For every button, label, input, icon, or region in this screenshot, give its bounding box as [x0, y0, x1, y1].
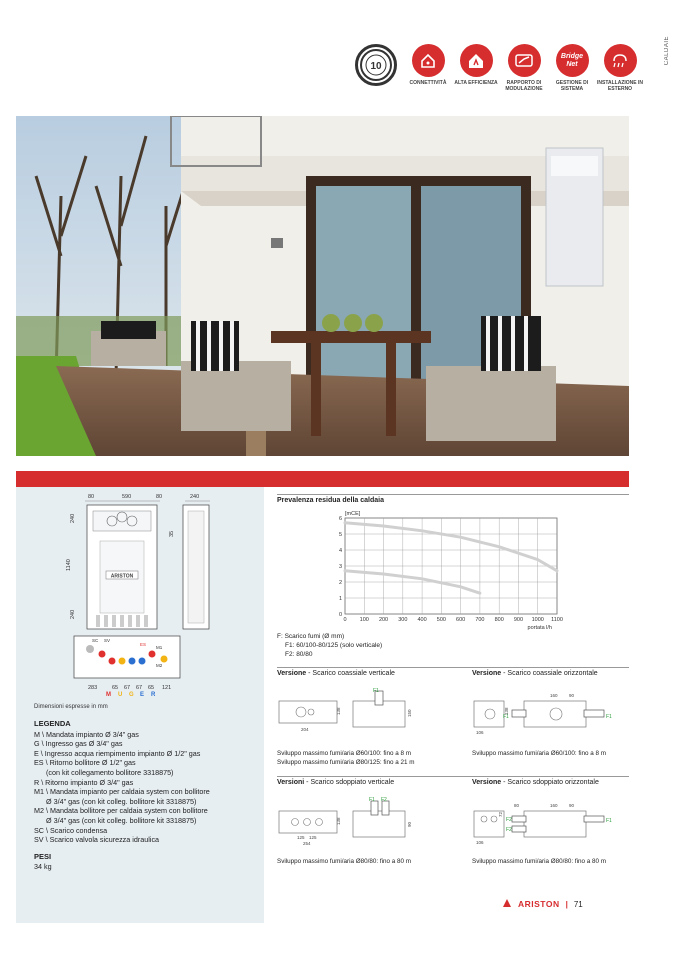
y-tick-label: 2 — [338, 580, 342, 586]
version1-dim: 138 — [336, 707, 341, 715]
dim-bottom-5: 121 — [162, 685, 172, 691]
dimensions-note: Dimensioni espresse in mm — [34, 704, 108, 710]
dim-top-left: 80 — [88, 494, 95, 500]
conn-m1-label: M1 — [156, 645, 163, 650]
ariston-logo-icon — [502, 898, 512, 910]
conn-r-label: R — [151, 692, 156, 696]
y-tick-label: 1 — [338, 596, 342, 602]
footer-separator: | — [565, 899, 568, 909]
legend-item: E \ Ingresso acqua riempimento impianto Ø 1/2" gas — [34, 748, 201, 758]
feature-gestione-sistema — [549, 44, 595, 92]
weights — [34, 852, 52, 871]
chart-title: Prevalenza residua della caldaia — [277, 497, 385, 504]
version4-dim: 80 — [514, 803, 520, 808]
flue-label: F1 — [606, 818, 612, 824]
dim-bottom-4: 65 — [148, 685, 155, 691]
legend-item: Ø 3/4" gas (con kit colleg. bollitore kit 3318875) — [46, 815, 197, 825]
legend-item: M2 \ Mandata bollitore per caldaia system con bollitore — [34, 806, 208, 816]
x-axis-label: portata l/h — [527, 625, 552, 631]
version-title-3: Versioni - Scarico sdoppiato verticale — [277, 779, 395, 786]
x-tick-label: 500 — [436, 617, 446, 623]
y-tick-label: 0 — [338, 612, 342, 618]
version-note-4 — [472, 857, 606, 866]
feature-label: INSTALLAZIONE IN ESTERNO — [597, 80, 644, 92]
y-tick-label: 6 — [338, 516, 342, 522]
flue-label: F2 — [506, 817, 512, 823]
dim-bottom-1: 65 — [112, 685, 119, 691]
feature-connettivita — [405, 44, 451, 92]
dim-bottom-2: 67 — [124, 685, 131, 691]
flue-label: F2 — [506, 827, 512, 833]
boiler-brand-text: ARISTON — [110, 573, 134, 580]
conn-m-label: M — [106, 692, 111, 696]
bridgenet-icon: Bridge Net — [556, 44, 589, 77]
version2-dim: 160 — [550, 693, 558, 698]
diagram-coassiale-orizzontale — [472, 685, 628, 740]
version-title-4: Versione - Scarico sdoppiato orizzontale — [472, 779, 599, 786]
feature-rapporto-modulazione — [501, 44, 547, 92]
x-tick-label: 100 — [359, 617, 369, 623]
legend-item: Ø 3/4" gas (con kit colleg. bollitore kit 3318875) — [46, 796, 197, 806]
conn-e-label: E — [140, 692, 145, 696]
conn-sv-label: SV — [104, 638, 111, 643]
version-note-line: Sviluppo massimo fumi/aria Ø80/80: fino a 80 m — [472, 858, 607, 865]
legend-item: SV \ Scarico valvola sicurezza idraulica — [34, 835, 160, 845]
version3-dim: 90 — [407, 821, 412, 827]
flue-note-line: F1: 60/100-80/125 (solo verticale) — [285, 642, 383, 649]
conn-es-label: ES — [140, 642, 147, 647]
diagram-sdoppiato-orizzontale — [472, 795, 628, 850]
version3-dim: 125 — [309, 835, 317, 840]
legend-item: R \ Ritorno impianto Ø 3/4" gas — [34, 777, 134, 787]
conn-u-label: U — [118, 692, 123, 696]
version4-dim: 106 — [476, 840, 484, 845]
dim-top-width: 590 — [122, 494, 132, 500]
x-tick-label: 300 — [398, 617, 408, 623]
flue-label: F1 — [606, 714, 612, 720]
version2-dim: 90 — [569, 693, 575, 698]
conn-g-label: G — [129, 692, 134, 696]
diagram-sdoppiato-verticale — [277, 795, 427, 850]
version4-dim: 90 — [569, 803, 575, 808]
x-tick-label: 200 — [378, 617, 389, 623]
legend-item: M1 \ Mandata impianto per caldaia system con bollitore — [34, 787, 210, 797]
version3-dim: 254 — [303, 841, 311, 846]
section-label: CALDAIE — [664, 36, 670, 66]
conn-sc-label: SC — [92, 638, 99, 643]
flue-label: F1 — [369, 797, 375, 803]
modulation-icon — [508, 44, 541, 77]
x-tick-label: 700 — [475, 617, 485, 623]
page-number: 71 — [573, 899, 583, 909]
footer-brand: ARISTON — [518, 899, 560, 909]
legend-item: SC \ Scarico condensa — [34, 825, 108, 835]
version4-dim: 160 — [550, 803, 558, 808]
page-footer — [502, 898, 583, 910]
diagram-coassiale-verticale — [277, 685, 427, 740]
x-tick-label: 1000 — [531, 617, 544, 623]
weights-title: PESI — [34, 852, 52, 861]
outdoor-icon — [604, 44, 637, 77]
flue-note-line: F: Scarico fumi (Ø mm) — [277, 633, 345, 640]
flue-label: F1 — [503, 714, 509, 720]
warranty-badge-text: 10 — [370, 61, 382, 72]
feature-alta-efficienza — [453, 44, 499, 92]
legend-item: ES \ Ritorno bollitore Ø 1/2" gas — [34, 758, 136, 768]
warranty-badge-icon — [355, 44, 397, 86]
dim-left-bottom: 240 — [70, 609, 76, 619]
y-axis-label: [mCE] — [345, 511, 361, 517]
boiler-technical-drawing — [60, 491, 240, 696]
weights-value: 34 kg — [34, 861, 52, 871]
version3-dim: 138 — [336, 817, 341, 825]
feature-icons — [355, 44, 643, 92]
feature-label: RAPPORTO DI MODULAZIONE — [505, 80, 543, 92]
version-note-1 — [277, 749, 415, 767]
flue-notes — [277, 632, 382, 659]
head-pressure-chart — [277, 506, 577, 632]
versions-rule-2 — [277, 776, 629, 777]
version1-dim: 204 — [301, 727, 309, 732]
conn-m2-label: M2 — [156, 663, 163, 668]
dim-bottom-0: 283 — [88, 685, 98, 691]
terrace-photo — [16, 116, 629, 456]
y-tick-label: 4 — [338, 548, 342, 554]
version-note-2 — [472, 749, 606, 758]
legend-item: M \ Mandata impianto Ø 3/4" gas — [34, 729, 139, 739]
version-note-line: Sviluppo massimo fumi/aria Ø80/80: fino a 80 m — [277, 858, 412, 865]
version2-dim: 138 — [504, 707, 509, 715]
version2-dim: 106 — [476, 730, 484, 735]
legend-title: LEGENDA — [34, 719, 71, 728]
flue-note-line: F2: 80/80 — [285, 651, 313, 658]
version-note-3 — [277, 857, 411, 866]
legend — [34, 719, 210, 845]
version-note-line: Sviluppo massimo fumi/aria Ø60/100: fino a 8 m — [472, 750, 607, 757]
feature-label: GESTIONE DI SISTEMA — [555, 80, 589, 92]
version4-dim: 72 — [498, 811, 503, 817]
version3-dim: 125 — [297, 835, 305, 840]
version-title-1: Versione - Scarico coassiale verticale — [277, 670, 395, 677]
chart-top-rule — [277, 494, 629, 495]
dim-side-depth: 240 — [190, 494, 200, 500]
section-divider-bar — [16, 471, 629, 487]
x-tick-label: 1100 — [551, 617, 563, 623]
legend-item: (con kit collegamento bollitore 3318875) — [46, 767, 174, 777]
feature-label: CONNETTIVITÀ — [409, 80, 447, 86]
x-tick-label: 400 — [417, 617, 427, 623]
x-tick-label: 600 — [456, 617, 466, 623]
flue-label: F1 — [373, 688, 379, 694]
legend-item: G \ Ingresso gas Ø 3/4" gas — [34, 739, 123, 749]
wifi-house-icon — [412, 44, 445, 77]
version-note-line: Sviluppo massimo fumi/aria Ø60/100: fino a 8 m — [277, 750, 412, 757]
version-title-2: Versione - Scarico coassiale orizzontale — [472, 670, 598, 677]
version1-dim: 150 — [407, 709, 412, 717]
y-tick-label: 5 — [338, 532, 342, 538]
dim-top-right: 80 — [156, 494, 163, 500]
feature-installazione-esterno — [597, 44, 643, 92]
dim-right: 35 — [169, 530, 175, 537]
house-efficiency-icon — [460, 44, 493, 77]
dim-left-height: 1140 — [66, 559, 72, 571]
version-note-line: Sviluppo massimo fumi/aria Ø80/125: fino a 21 m — [277, 759, 415, 766]
dim-bottom-3: 67 — [136, 685, 143, 691]
x-tick-label: 800 — [494, 617, 504, 623]
versions-rule-1 — [277, 667, 629, 668]
flue-label: F2 — [381, 797, 387, 803]
y-tick-label: 3 — [338, 564, 342, 570]
feature-label: ALTA EFFICIENZA — [454, 80, 498, 86]
dim-left-top: 240 — [70, 513, 76, 523]
x-tick-label: 900 — [513, 617, 524, 623]
x-tick-label: 0 — [343, 617, 347, 623]
